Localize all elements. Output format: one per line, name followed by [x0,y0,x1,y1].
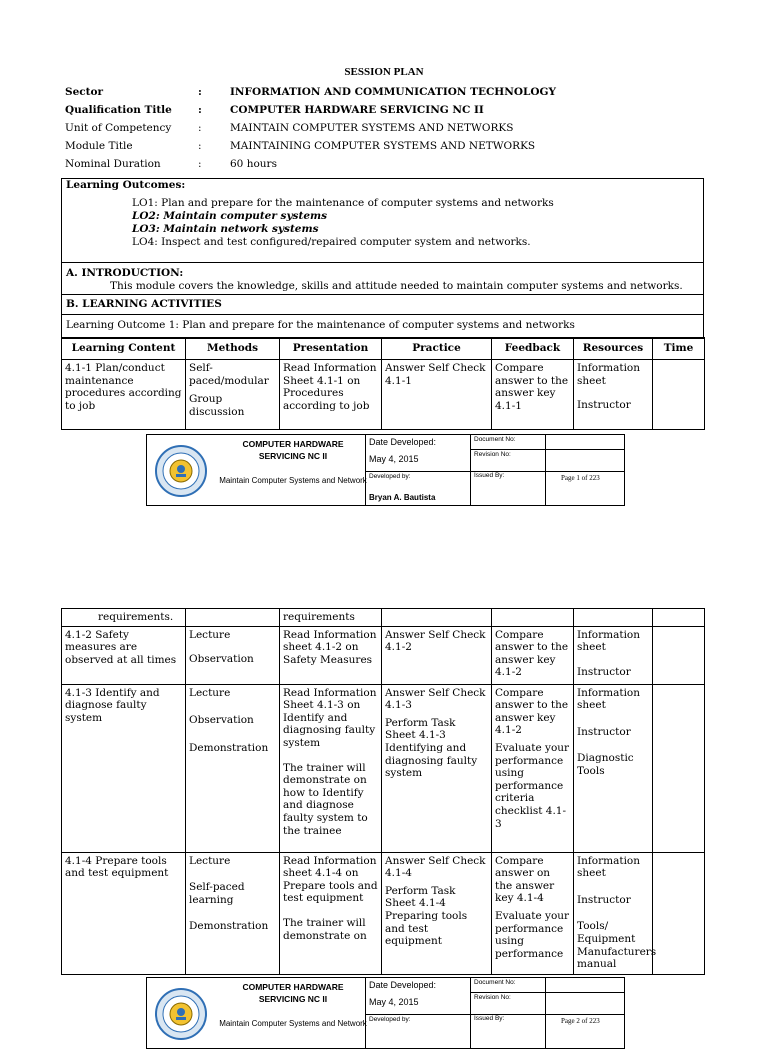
table-row [62,626,705,684]
header-colon: : [198,104,202,116]
column-header: Feedback [492,338,574,360]
cell-text: Information sheet [577,686,641,712]
cell-text: Answer Self Check 4.1-2 [385,628,486,654]
header-label: Qualification Title [65,104,172,116]
header-value: COMPUTER HARDWARE SERVICING NC II [230,104,484,116]
cell-text: requirements. [98,611,174,623]
footer-page-number: Page 2 of 223 [561,1017,600,1025]
cell-text: Compare answer to the answer key 4.1-2 [495,686,569,737]
introduction-heading: A. INTRODUCTION: [66,267,184,279]
cell-text: 4.1-2 Safety measures are observed at all times [65,628,177,666]
feedback-cell [492,852,574,974]
header-label: Nominal Duration [65,158,161,170]
cell-text: Instructor [577,665,631,678]
cell-text: Answer Self Check 4.1-1 [385,362,486,387]
table-row [62,609,705,627]
footer-issued-by: Issued By: [474,472,505,479]
header-colon: : [198,122,202,134]
content-cell [62,852,186,974]
cell-text: The trainer will demonstrate on how to Identify and diagnose faulty system to the trainee [283,761,368,837]
column-header: Time [653,338,705,360]
methods-cell [186,609,280,627]
header-label: Module Title [65,140,133,152]
cell-text: Group discussion [189,393,245,418]
presentation-cell [280,609,382,627]
presentation-cell [280,626,382,684]
time-cell [653,360,705,430]
practice-cell [382,360,492,430]
cell-text: Lecture [189,686,231,699]
content-cell [62,609,186,627]
column-header: Learning Content [62,338,186,360]
content-cell [62,360,186,430]
footer-document-no: Document No: [474,979,516,986]
header-label: Unit of Competency [65,122,172,134]
column-header: Presentation [280,338,382,360]
learning-activities-heading: B. LEARNING ACTIVITIES [66,298,222,310]
methods-cell [186,684,280,852]
presentation-cell [280,852,382,974]
cell-text: Compare answer to the answer key 4.1-1 [495,362,569,412]
introduction-text: This module covers the knowledge, skills and attitude needed to maintain computer systems and networks. [110,280,683,292]
cell-text: Evaluate your performance using performance [495,909,570,960]
resources-cell [574,852,657,974]
cell-text: Demonstration [189,920,269,933]
footer-revision-no: Revision No: [474,451,511,458]
header-value: MAINTAINING COMPUTER SYSTEMS AND NETWORKS [230,140,536,152]
cell-text: Observation [189,653,254,666]
footer-date-label: Date Developed: [369,437,437,447]
header-label: Sector [65,86,104,98]
cell-text: Diagnostic Tools [577,752,634,777]
table-header-row [62,338,705,360]
header-row-sector [65,86,705,104]
footer-date-value: May 4, 2015 [369,997,419,1007]
outcome-item: LO3: Maintain network systems [132,223,319,235]
resources-cell [574,360,653,430]
resources-cell [574,684,653,852]
cell-text: Information sheet [577,362,641,387]
outcome-item: LO1: Plan and prepare for the maintenance of computer systems and networks [132,197,554,209]
cell-text: Instructor [577,893,631,906]
cell-text: requirements [283,611,355,623]
school-seal-logo [155,445,207,497]
header-colon: : [198,140,202,152]
cell-text: Perform Task Sheet 4.1-4 Preparing tools and test equipment [385,884,468,948]
cell-text: Perform Task Sheet 4.1-3 Identifying and diagnosing faulty system [385,716,478,780]
cell-text: Tools/ Equipment Manufacturers manual [577,920,657,971]
cell-text: Demonstration [189,741,269,754]
cell-text: Read Information sheet 4.1-4 on Prepare tools and test equipment [283,854,378,905]
header-row-unit [65,122,705,140]
resources-cell [574,626,653,684]
presentation-cell [280,360,382,430]
footer-module: Maintain Computer Systems and Network [219,1019,367,1028]
column-header: Resources [574,338,653,360]
footer-revision-no: Revision No: [474,994,511,1001]
header-value: INFORMATION AND COMMUNICATION TECHNOLOGY [230,86,556,98]
methods-cell [186,360,280,430]
time-cell [653,684,705,852]
footer-course: COMPUTER HARDWARE SERVICING NC II [242,982,344,1004]
content-cell [62,684,186,852]
footer-developed-label: Developed by: [369,1016,411,1023]
feedback-cell [492,360,574,430]
page-title: SESSION PLAN [344,66,424,78]
outcome-item: LO2: Maintain computer systems [132,210,328,222]
methods-cell [186,852,280,974]
cell-text: Read Information Sheet 4.1-3 on Identify and diagnosing faulty system [283,686,377,749]
footer-issued-by: Issued By: [474,1015,505,1022]
learning-outcome-line: Learning Outcome 1: Plan and prepare for the maintenance of computer systems and networks [66,319,575,331]
cell-text: Instructor [577,399,631,412]
feedback-cell [492,609,574,627]
header-value: 60 hours [230,158,277,170]
practice-cell [382,852,492,974]
page-footer [146,434,625,506]
school-seal-logo [155,988,207,1040]
cell-text: Compare answer to the answer key 4.1-2 [495,628,569,679]
cell-text: Compare answer on the answer key 4.1-4 [495,854,555,905]
cell-text: 4.1-1 Plan/conduct maintenance procedures according to job [65,362,182,412]
column-header: Methods [186,338,280,360]
table-row [62,360,705,430]
cell-text: Evaluate your performance using performance criteria checklist 4.1-3 [495,741,570,830]
resources-cell [574,609,653,627]
cell-text: Observation [189,714,254,727]
cell-text: Lecture [189,854,231,867]
outcome-item: LO4: Inspect and test configured/repaired computer system and networks. [132,236,531,248]
footer-developed-label: Developed by: [369,473,411,480]
cell-text: Read Information sheet 4.1-2 on Safety Measures [283,628,377,666]
column-header: Practice [382,338,492,360]
practice-cell [382,609,492,627]
cell-text: Lecture [189,628,231,641]
time-cell [653,852,705,974]
header-colon: : [198,86,202,98]
header-row-qualification [65,104,705,122]
cell-text: Instructor [577,725,631,738]
cell-text: Self-paced/modular [189,362,269,387]
feedback-cell [492,626,574,684]
footer-document-no: Document No: [474,436,516,443]
footer-developer: Bryan A. Bautista [369,493,436,502]
learning-outcomes-heading: Learning Outcomes: [66,179,186,191]
cell-text: 4.1-3 Identify and diagnose faulty system [65,686,160,724]
table-row [62,684,705,852]
header-value: MAINTAIN COMPUTER SYSTEMS AND NETWORKS [230,122,514,134]
cell-text: Information sheet [577,854,641,880]
methods-cell [186,626,280,684]
cell-text: Answer Self Check 4.1-3 [385,686,486,712]
header-row-module [65,140,705,158]
table-row [62,852,705,974]
footer-page-number: Page 1 of 223 [561,474,600,482]
cell-text: 4.1-4 Prepare tools and test equipment [65,854,169,880]
footer-date-value: May 4, 2015 [369,454,419,464]
cell-text: Information sheet [577,628,641,654]
header-colon: : [198,158,202,170]
header-row-duration [65,158,705,176]
time-cell [653,626,705,684]
page-footer [146,977,625,1049]
presentation-cell [280,684,382,852]
cell-text: Self-paced learning [189,881,245,906]
cell-text: Answer Self Check 4.1-4 [385,854,486,880]
cell-text: The trainer will demonstrate on [283,916,367,942]
footer-module: Maintain Computer Systems and Network [219,476,367,485]
activities-table-page2 [61,608,705,975]
practice-cell [382,684,492,852]
content-cell [62,626,186,684]
cell-text: Read Information Sheet 4.1-1 on Procedures according to job [283,362,377,412]
footer-date-label: Date Developed: [369,980,437,990]
practice-cell [382,626,492,684]
activities-table-page1 [61,337,705,430]
time-cell [653,609,705,627]
footer-course: COMPUTER HARDWARE SERVICING NC II [242,439,344,461]
feedback-cell [492,684,574,852]
